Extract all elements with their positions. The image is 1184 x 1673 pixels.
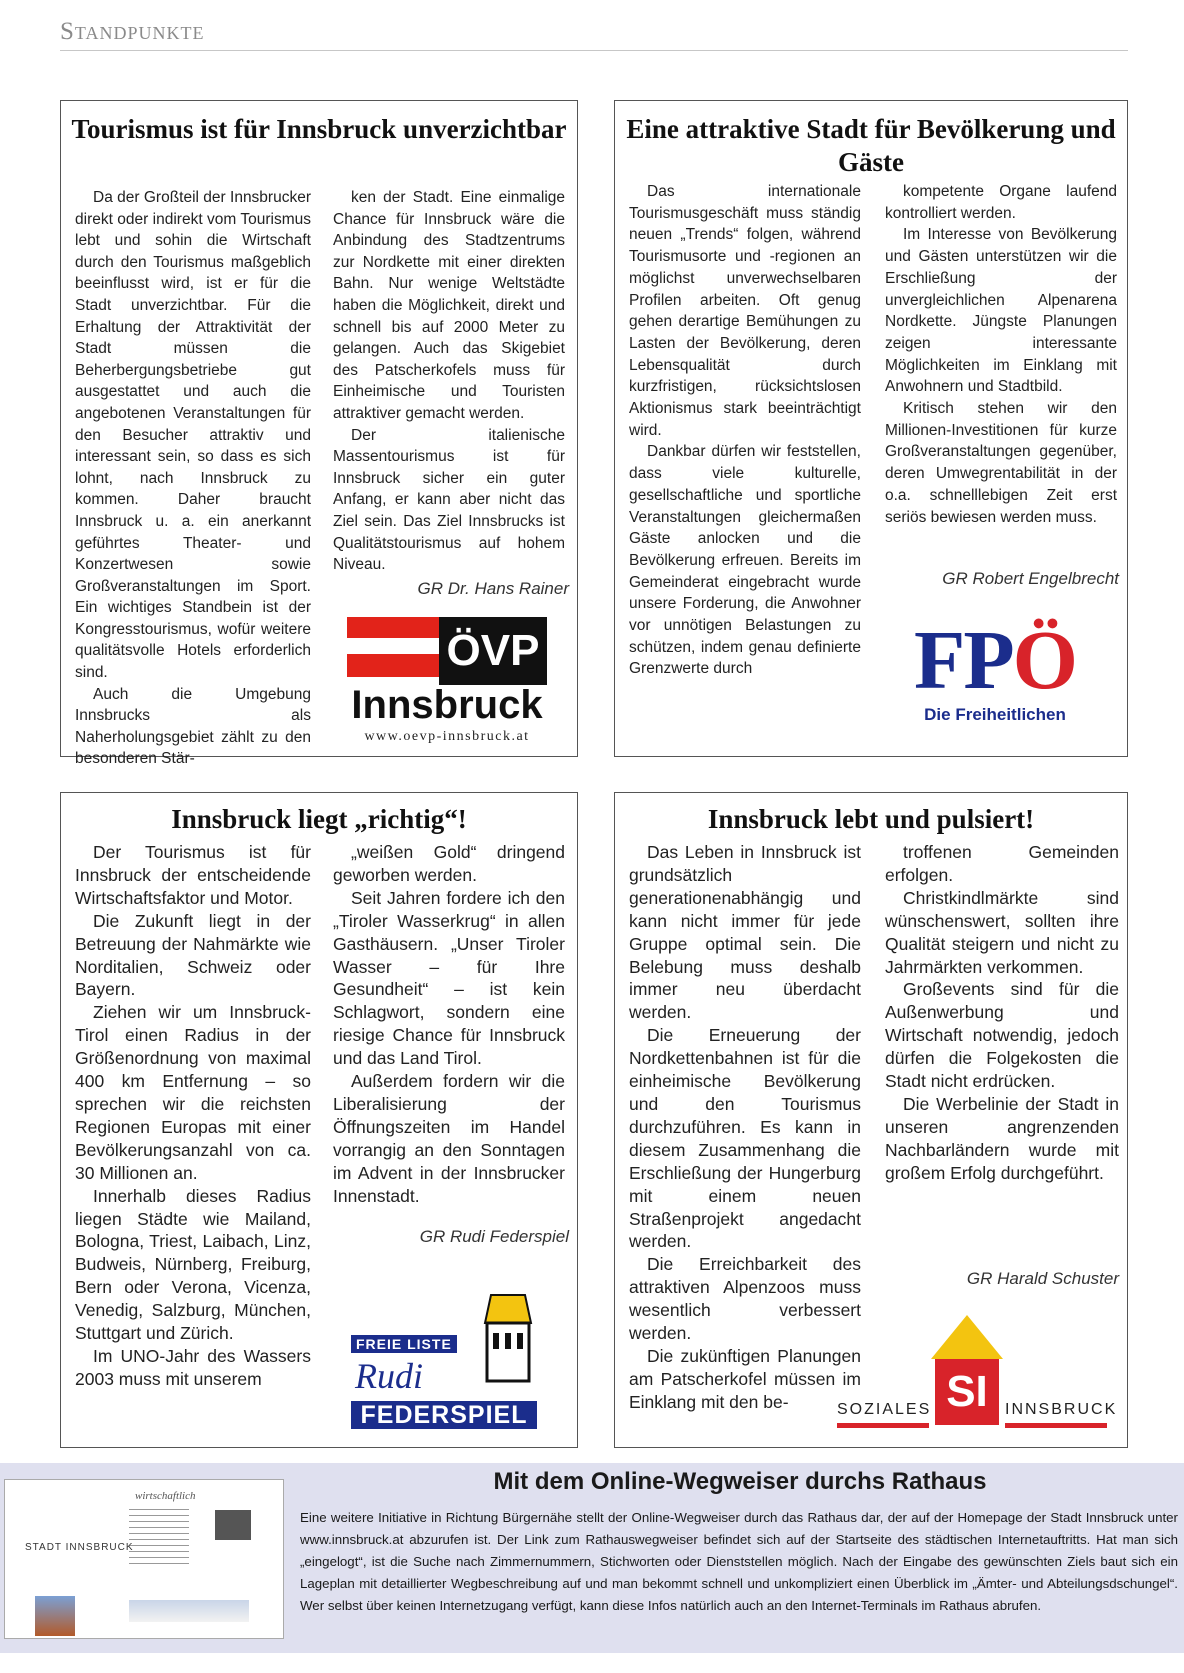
banner-title: Mit dem Online-Wegweiser durchs Rathaus xyxy=(493,1468,987,1495)
paragraph: „weißen Gold“ dringend geworben werden. xyxy=(333,842,565,885)
paragraph: Außerdem fordern wir die Liberalisierung der Öffnungszeiten im Handel vorrangig an den Sonntagen im Advent in der Innsbrucker Innenstadt. xyxy=(333,1071,565,1206)
paragraph: kompetente Organe laufend kontrolliert werden. xyxy=(885,183,1117,222)
banner-text: Eine weitere Initiative in Richtung Bürgernähe stellt der Online-Wegweiser durch das Rathaus dar, der auf der Homepage der Stadt Innsbruck unter www.innsbruck.at abzurufen ist. Der Link zum Rathauswegweiser befindet sich auf der Startseite des städtischen Internetauftritts. Hat man sich „eingelogt“, ist die Suche nach Zimmernummern, Stichworten oder Dienststellen möglich. Nach der Eingabe des gewünschten Ziels baut sich ein Lageplan mit detaillierter Wegbeschreibung auf und man bekommt schnell und unkompliziert einen Überblick im „Ämter- und Abteilungsdschungel“. Wer selbst über keinen Internetzugang verfügt, kann diese Infos natürlich auch an den Internet-Terminals im Rathaus abrufen. xyxy=(300,1510,1178,1613)
paragraph: Kritisch stehen wir den Millionen-Investitionen für kurze Großveranstaltungen gegenüber, deren Umwegrentabilität in der o.a. schnelllebigen Zeit erst seriös bewiesen werden muss. xyxy=(885,400,1117,526)
article-freie-liste xyxy=(60,792,578,1448)
si-badge: SI xyxy=(935,1359,999,1425)
si-logo-right: INNSBRUCK xyxy=(1005,1401,1118,1418)
thumbnail-caption: wirtschaftlich xyxy=(135,1490,196,1502)
article-column-2 xyxy=(333,187,565,576)
paragraph: Im Interesse von Bevölkerung und Gästen unterstützen wir die Erschließung der unvergleichlichen Alpenarena Nordkette. Jüngste Planungen zeigen interessante Möglichkeiten im Einklang mit Anwohnern und Stadtbild. xyxy=(885,226,1117,396)
header-divider xyxy=(60,50,1128,51)
paragraph: Das Leben in Innsbruck ist grundsätzlich generationenabhängig und kann nicht immer für jede Gruppe optimal sein. Die Belebung muss deshalb immer neu überdacht werden. xyxy=(629,842,861,1023)
oevp-badge: ÖVP xyxy=(439,617,547,685)
freie-liste-logo xyxy=(351,1293,537,1429)
paragraph: ken der Stadt. Eine einmalige Chance für Innsbruck wäre die Anbindung des Stadtzentrums zur Nordkette mit einer direkten Bahn. Nur wenige Weltstädte haben die Möglichkeit, direkt und schnell bis auf 2000 Meter zu gelangen. Auch das Skigebiet des Patscherkofels muss für Einheimische und Touristen attraktiver gemacht werden. xyxy=(333,189,565,422)
article-title: Innsbruck lebt und pulsiert! xyxy=(707,804,1035,834)
oevp-logo xyxy=(347,617,547,745)
paragraph: Dankbar dürfen wir feststellen, dass viele kulturelle, gesellschaftliche und sportliche Veranstaltungen gleichermaßen Gäste anlocken und die Bevölkerung erfreuen. Bereits im Gemeinderat eingebracht wurde unsere Forderung, die Anwohner vor unnötigen Belastungen zu schützen, indem genau definierte Grenzwerte durch xyxy=(629,443,861,678)
paragraph: Die zukünftigen Planungen am Patscherkofel müssen im Einklang mit den be- xyxy=(629,1345,861,1412)
author-signature: GR Rudi Federspiel xyxy=(419,1227,569,1246)
article-column-1 xyxy=(75,841,311,1391)
paragraph: Die Erreichbarkeit des attraktiven Alpenzoos muss wesentlich verbessert werden. xyxy=(629,1254,861,1344)
thumbnail-photo xyxy=(215,1510,251,1540)
article-column-2 xyxy=(885,181,1117,528)
paragraph: Christkindlmärkte sind wünschenswert, sollten ihre Qualität steigern und nicht zu Jahrmärkten verkommen. xyxy=(885,887,1119,977)
article-column-1 xyxy=(629,181,861,680)
online-wegweiser-banner xyxy=(0,1463,1184,1653)
paragraph: Der Tourismus ist für Innsbruck der entscheidende Wirtschaftsfaktor und Motor. xyxy=(75,842,311,908)
article-column-1 xyxy=(629,841,861,1414)
author-signature: GR Harald Schuster xyxy=(966,1269,1119,1288)
austria-flag-icon xyxy=(347,617,439,677)
paragraph: Da der Großteil der Innsbrucker direkt oder indirekt vom Tourismus lebt und sohin die Wirtschaft durch den Tourismus maßgeblich beeinflusst wird, ist er für die Stadt unverzichtbar. Für die Erhaltung der Attraktivität der Stadt müssen die Beherbergungsbetriebe gut ausgestattet und auch die angebotenen Veranstaltungen für den Besucher attraktiv und interessant sein, so dass es sich lohnt, nach Innsbruck zu kommen. Daher braucht Innsbruck u. a. ein anerkannt geführtes Theater- und Konzertwesen sowie Großveranstaltungen im Sport. Ein wichtiges Standbein ist der Kongresstourismus, wofür weitere qualitätsvolle Hotels erforderlich sind. xyxy=(75,189,311,682)
house-icon xyxy=(481,1293,535,1383)
oevp-logo-url: www.oevp-innsbruck.at xyxy=(364,729,530,744)
article-oevp xyxy=(60,100,578,768)
freie-liste-name: FEDERSPIEL xyxy=(351,1401,537,1429)
paragraph: Die Werbelinie der Stadt in unseren angrenzenden Nachbarländern wurde mit großem Erfolg durchgeführt. xyxy=(885,1093,1119,1183)
divider xyxy=(837,1423,929,1428)
fpoe-logo-name: Die Freiheitlichen xyxy=(924,705,1066,724)
thumbnail-site-name: STADT INNSBRUCK xyxy=(25,1542,134,1553)
oevp-logo-name: Innsbruck xyxy=(351,683,543,727)
paragraph: Großevents sind für die Außenwerbung und Wirtschaft notwendig, jedoch dürfen die Folgekosten die Stadt nicht erdrücken. xyxy=(885,979,1119,1092)
freie-liste-tag: FREIE LISTE xyxy=(351,1335,457,1353)
article-fpoe xyxy=(614,100,1128,757)
section-title: Standpunkte xyxy=(60,18,205,45)
rudi-signature: Rudi xyxy=(355,1356,423,1396)
article-title: Tourismus ist für Innsbruck unverzichtbar xyxy=(71,114,567,144)
article-soziales-innsbruck xyxy=(614,792,1128,1448)
author-signature: GR Dr. Hans Rainer xyxy=(417,579,569,598)
paragraph: Auch die Umgebung Innsbrucks als Naherholungsgebiet zählt zu den besonderen Stär- xyxy=(75,685,311,768)
thumbnail-menu xyxy=(129,1504,189,1564)
fpoe-logo xyxy=(905,614,1085,724)
article-title: Innsbruck liegt „richtig“! xyxy=(171,804,467,834)
paragraph: Im UNO-Jahr des Wassers 2003 muss mit unserem xyxy=(75,1345,311,1389)
thumbnail-tower xyxy=(35,1596,75,1636)
website-screenshot-thumbnail xyxy=(4,1479,284,1639)
divider xyxy=(1005,1423,1107,1428)
article-column-2 xyxy=(333,841,565,1208)
paragraph: Das internationale Tourismusgeschäft muss ständig neuen „Trends“ folgen, während Tourismusorte und -regionen an möglichst unverwechselbaren Profilen arbeiten. Oft genug gehen derartige Bemühungen zu Lasten der Bevölkerung, deren Lebensqualität durch kurzfristigen, rücksichtslosen Aktionismus stark beeinträchtigt wird. xyxy=(629,183,861,439)
paragraph: Innerhalb dieses Radius liegen Städte wie Mailand, Bologna, Triest, Laibach, Linz, Budweis, Nürnberg, Freiburg, Bern oder Verona, Vicenza, Venedig, Salzburg, München, Stuttgart und Zürich. xyxy=(75,1185,311,1344)
roof-icon xyxy=(931,1315,1003,1359)
paragraph: Die Zukunft liegt in der Betreuung der Nahmärkte wie Norditalien, Schweiz oder Bayern. xyxy=(75,910,311,1000)
soziales-innsbruck-logo xyxy=(837,1315,1118,1433)
si-logo-left: SOZIALES xyxy=(837,1401,932,1418)
author-signature: GR Robert Engelbrecht xyxy=(942,569,1119,588)
fpoe-badge: FPÖ xyxy=(914,614,1076,707)
thumbnail-mountains xyxy=(129,1600,249,1622)
article-column-1 xyxy=(75,187,311,770)
article-column-2 xyxy=(885,841,1119,1185)
paragraph: troffenen Gemeinden erfolgen. xyxy=(885,842,1119,885)
paragraph: Der italienische Massentourismus ist für Innsbruck sicher ein guter Anfang, er kann aber nicht das Ziel sein. Das Ziel Innsbrucks ist Qualitätstourismus auf hohem Niveau. xyxy=(333,426,565,574)
paragraph: Ziehen wir um Innsbruck-Tirol einen Radius in der Größenordnung von maximal 400 km Entfernung – so sprechen wir die reichsten Regionen Europas mit einer Bevölkerungsanzahl von ca. 30 Millionen an. xyxy=(75,1002,311,1183)
paragraph: Seit Jahren fordere ich den „Tiroler Wasserkrug“ in allen Gasthäusern. „Unser Tiroler Wasser – für Ihre Gesundheit“ – ist kein Schlagwort, sondern eine riesige Chance für Innsbruck und das Land Tirol. xyxy=(333,887,565,1069)
paragraph: Die Erneuerung der Nordkettenbahnen ist für die einheimische Bevölkerung und den Tourismus durchzuführen. Es kann in diesem Zusammenhang die Erschließung der Hungerburg mit einem neuen Straßenprojekt angedacht werden. xyxy=(629,1025,861,1252)
article-title: Eine attraktive Stadt für Bevölkerung und Gäste xyxy=(626,114,1116,177)
